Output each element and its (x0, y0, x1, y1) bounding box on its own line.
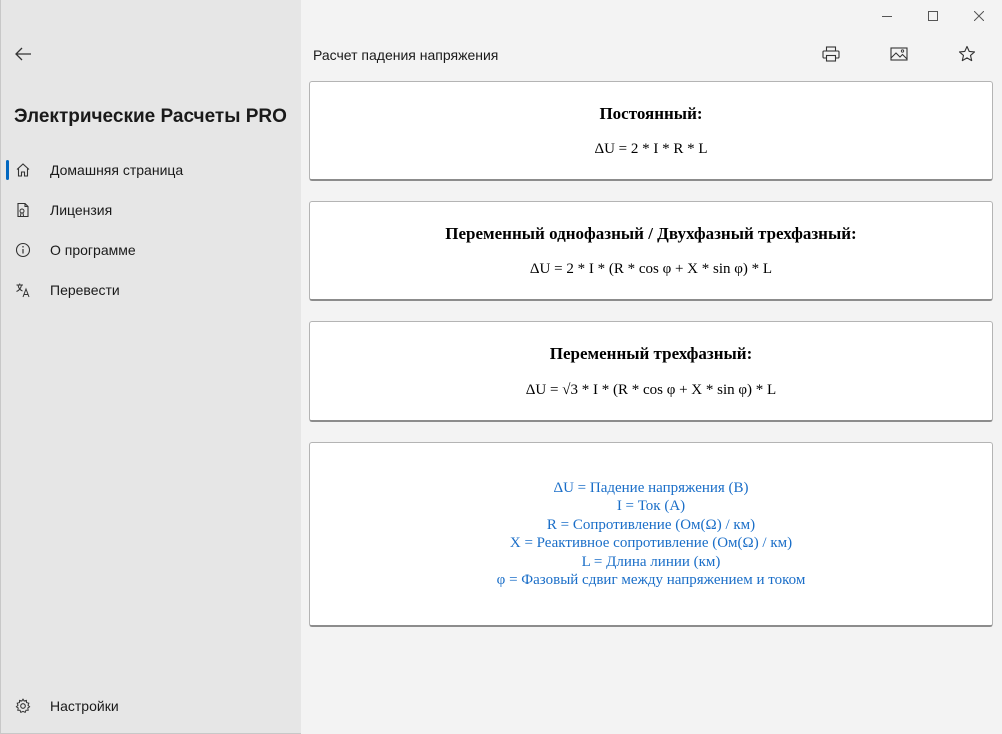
legend-item: ΔU = Падение напряжения (В) (553, 480, 749, 496)
sidebar (0, 0, 301, 734)
card-heading: Переменный однофазный / Двухфазный трехфазный: (445, 224, 857, 243)
sidebar-item-label: О программе (50, 242, 136, 258)
favorite-button[interactable] (951, 40, 983, 68)
home-icon (13, 160, 33, 180)
sidebar-item-label: Перевести (50, 282, 120, 298)
sidebar-item-label: Лицензия (50, 202, 113, 218)
arrow-left-icon (14, 46, 32, 62)
legend-card (309, 442, 993, 627)
back-button[interactable] (7, 38, 39, 70)
card-heading: Переменный трехфазный: (549, 344, 753, 363)
minimize-button[interactable] (864, 0, 910, 32)
formula-card-single-phase (309, 201, 993, 301)
legend-list (310, 479, 992, 589)
gear-icon (13, 696, 33, 716)
legend-item: R = Сопротивление (Ом(Ω) / км) (546, 516, 756, 533)
translate-icon (13, 280, 33, 300)
close-icon (974, 11, 984, 21)
card-formula: ΔU = 2 * I * (R * cos φ + X * sin φ) * L (529, 261, 773, 277)
image-button[interactable] (883, 40, 915, 68)
license-icon (13, 200, 33, 220)
card-heading: Постоянный: (599, 104, 703, 123)
legend-item: X = Реактивное сопротивление (Ом(Ω) / км) (509, 535, 793, 552)
sidebar-item-settings[interactable] (1, 686, 302, 726)
sidebar-item-about[interactable] (1, 230, 302, 270)
print-button[interactable] (815, 40, 847, 68)
sidebar-item-label: Домашняя страница (50, 162, 184, 178)
print-icon (822, 46, 840, 62)
legend-item: I = Ток (А) (616, 498, 686, 515)
maximize-icon (928, 11, 938, 21)
legend-item: L = Длина линии (км) (581, 553, 721, 570)
card-formula: ΔU = 2 * I * R * L (594, 141, 708, 157)
star-icon (958, 45, 976, 63)
card-formula: ΔU = √3 * I * (R * cos φ + X * sin φ) * L (525, 382, 777, 398)
info-icon (13, 240, 33, 260)
minimize-icon (882, 11, 892, 21)
close-button[interactable] (956, 0, 1002, 32)
sidebar-item-label: Настройки (50, 698, 119, 714)
sidebar-item-translate[interactable] (1, 270, 302, 310)
app-title: Электрические Расчеты PRO (14, 106, 287, 127)
sidebar-item-home[interactable] (1, 150, 302, 190)
image-icon (890, 47, 908, 61)
formula-card-three-phase (309, 321, 993, 422)
legend-item: φ = Фазовый сдвиг между напряжением и током (496, 572, 806, 589)
maximize-button[interactable] (910, 0, 956, 32)
window-controls (864, 0, 1002, 32)
page-title: Расчет падения напряжения (313, 47, 499, 63)
formula-card-dc (309, 81, 993, 181)
sidebar-item-license[interactable] (1, 190, 302, 230)
